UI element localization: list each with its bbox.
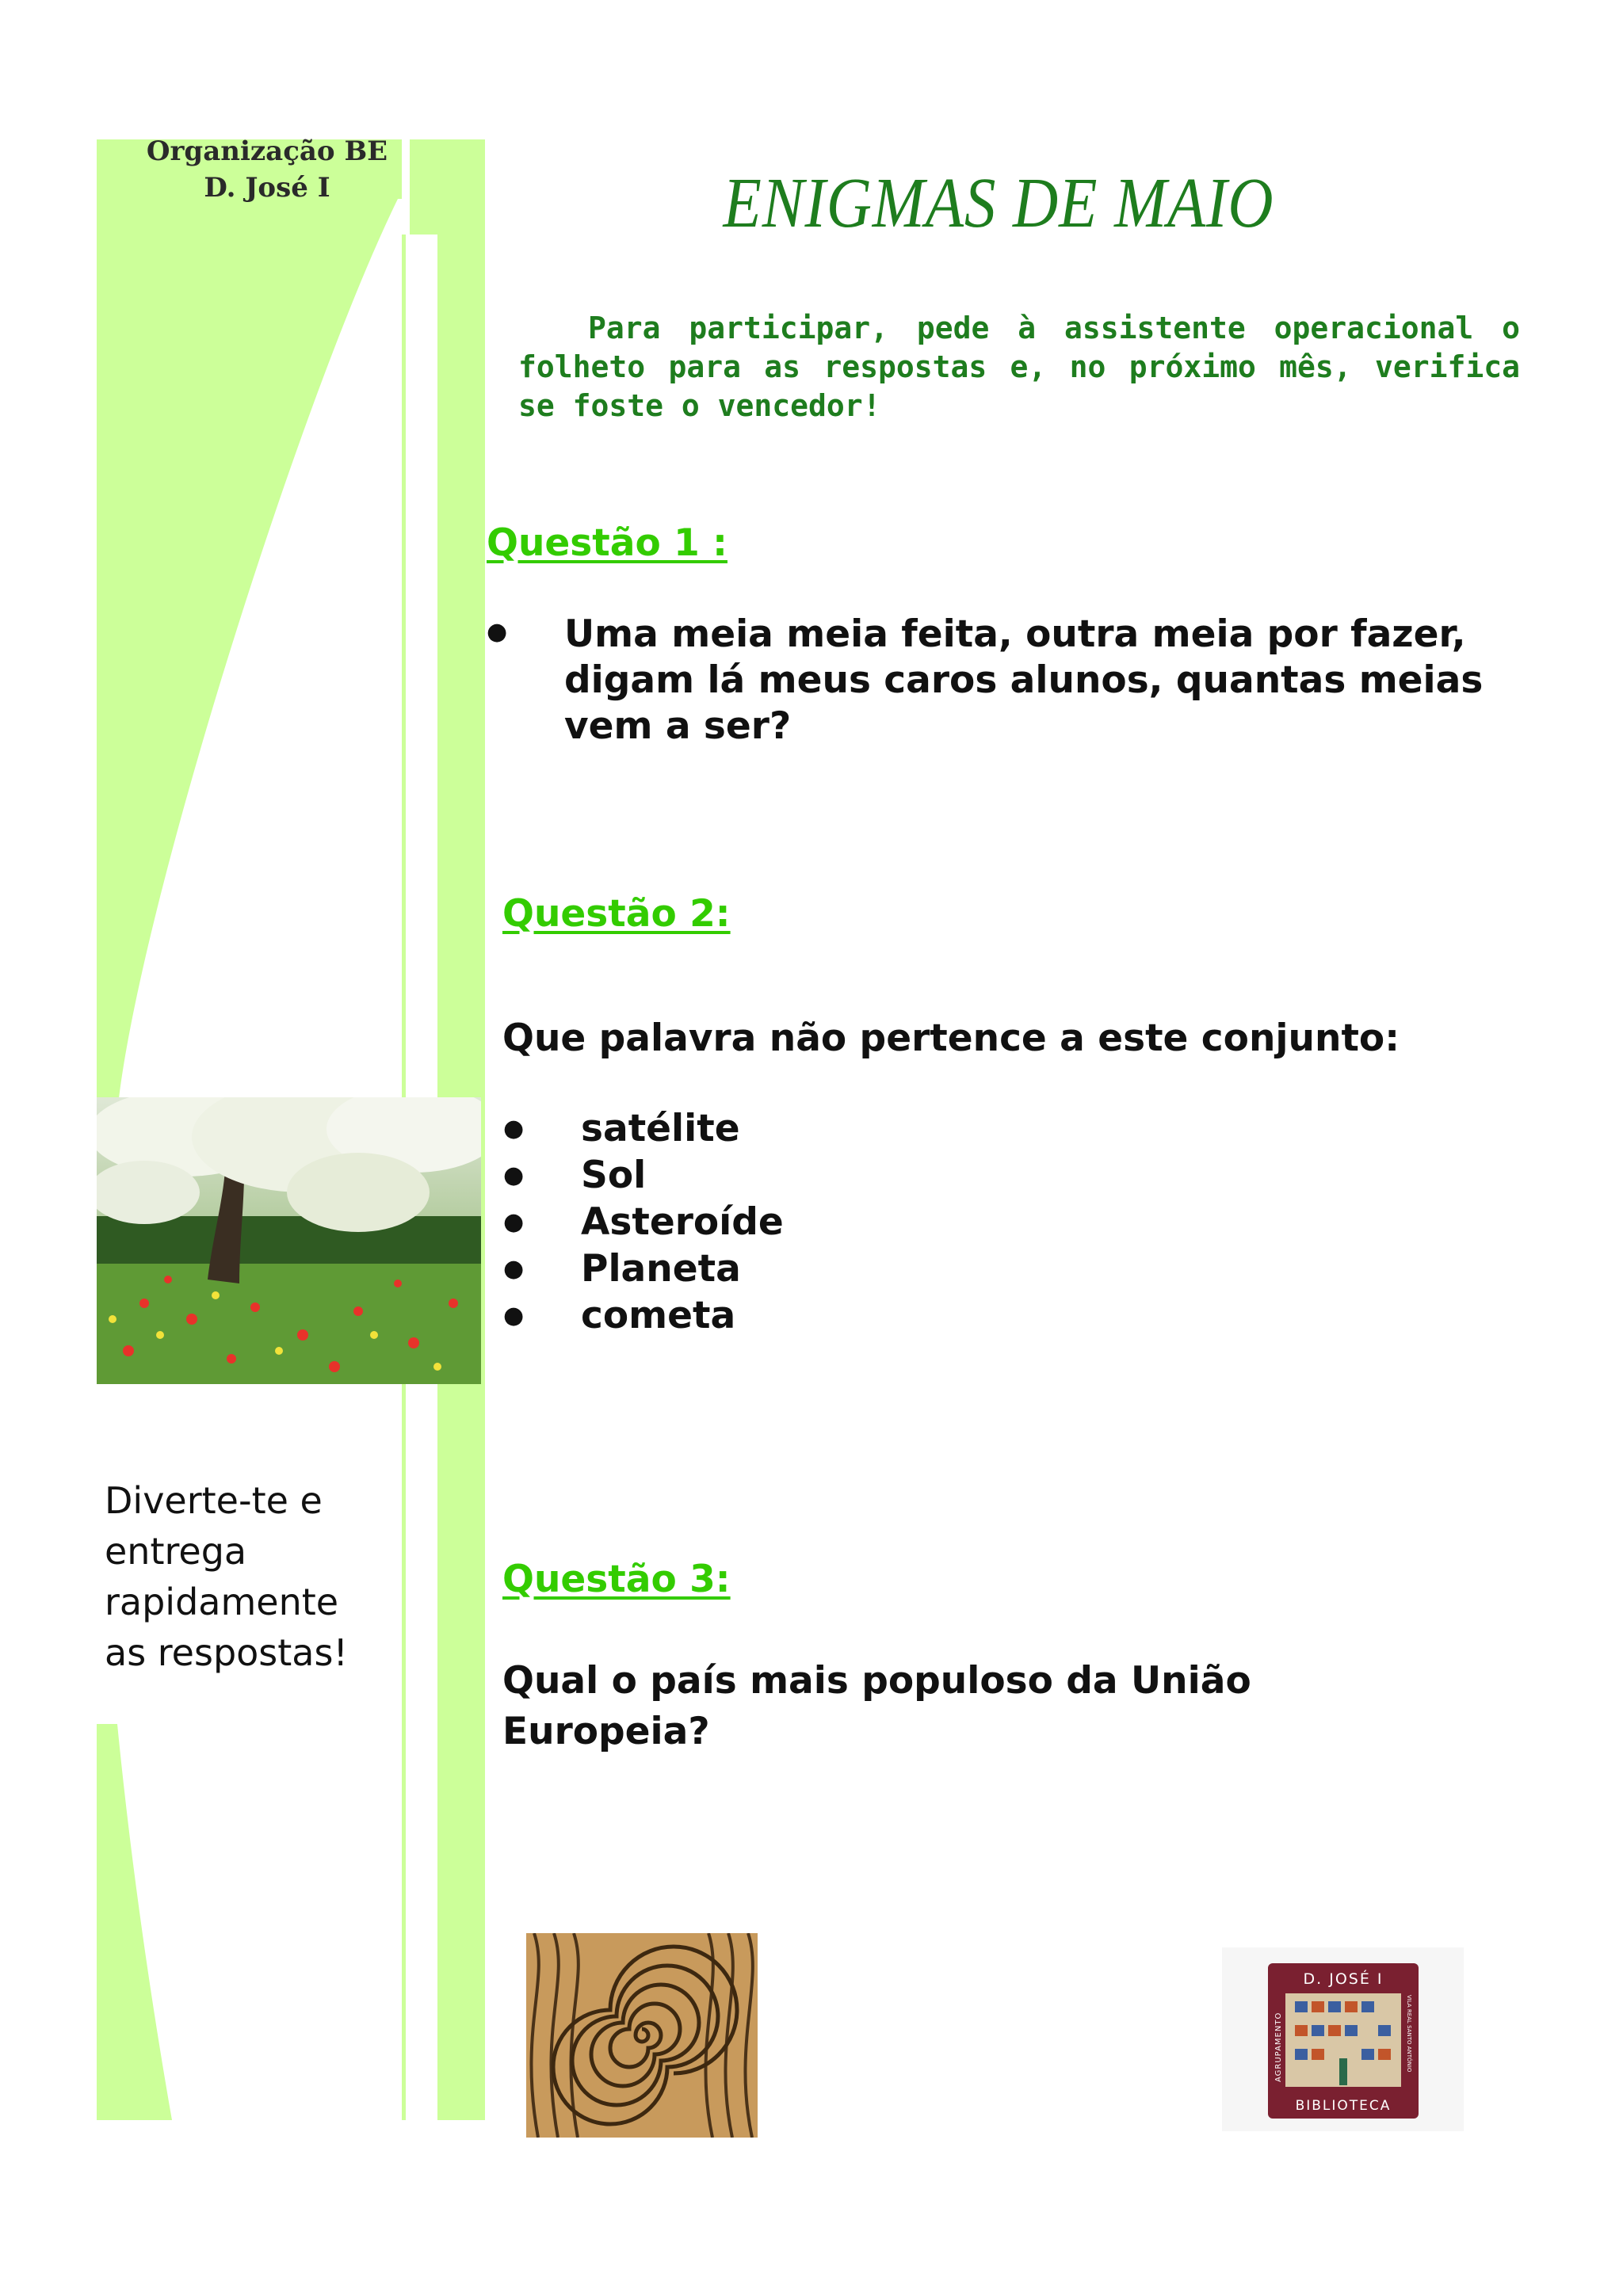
motto-line: entrega <box>105 1530 247 1573</box>
list-item <box>502 1152 784 1199</box>
bullet-icon: ● <box>503 1207 525 1236</box>
question-3-heading: Questão 3: <box>502 1558 731 1601</box>
motto-line: rapidamente <box>105 1581 339 1623</box>
question-2-heading: Questão 2: <box>502 892 731 936</box>
org-line-2: D. José I <box>204 172 330 204</box>
bullet-icon: ● <box>503 1161 525 1189</box>
bullet-icon: ● <box>503 1254 525 1283</box>
option-label: Planeta <box>581 1246 741 1291</box>
bullet-icon: ● <box>503 1301 525 1329</box>
question-1-text: Uma meia meia feita, outra meia por fazer, digam lá meus caros alunos, quantas meias vem a ser? <box>564 612 1484 748</box>
question-2-options <box>502 1105 784 1339</box>
list-item <box>502 1292 784 1339</box>
page-title: ENIGMAS DE MAIO <box>723 164 1274 242</box>
motto-text <box>105 1475 398 1678</box>
organization-label <box>97 133 437 206</box>
library-logo <box>1222 1947 1464 2131</box>
spiral-illusion-image <box>526 1933 758 2138</box>
logo-right-text: VILA REAL SANTO ANTÓNIO <box>1406 1995 1412 2073</box>
motto-line: Diverte-te e <box>105 1479 323 1522</box>
bullet-icon: ● <box>503 1114 525 1142</box>
option-label: Asteroíde <box>581 1199 784 1244</box>
option-label: Sol <box>581 1153 647 1197</box>
list-item <box>502 1245 784 1292</box>
list-item <box>502 1105 784 1152</box>
intro-paragraph: Para participar, pede à assistente operacional o folheto para as respostas e, no próximo mês, verifica se foste o vencedor! <box>518 311 1520 423</box>
logo-graphic <box>1222 1947 1464 2131</box>
motto-line: as respostas! <box>105 1631 348 1674</box>
question-1-heading: Questão 1 : <box>487 521 727 565</box>
option-label: satélite <box>581 1106 740 1150</box>
question-3-text: Qual o país mais populoso da União Europeia? <box>502 1659 1251 1753</box>
logo-top-text: D. JOSÉ I <box>1303 1970 1384 1988</box>
logo-bottom-text: BIBLIOTECA <box>1295 2098 1392 2114</box>
bullet-icon: ● <box>487 618 508 646</box>
question-2-text: Que palavra não pertence a este conjunto: <box>502 1016 1400 1060</box>
list-item <box>502 1199 784 1245</box>
logo-left-text: AGRUPAMENTO <box>1274 2012 1283 2082</box>
option-label: cometa <box>581 1293 736 1337</box>
blossom-tree-photo <box>97 1097 481 1384</box>
org-line-1: Organização BE <box>146 135 388 167</box>
